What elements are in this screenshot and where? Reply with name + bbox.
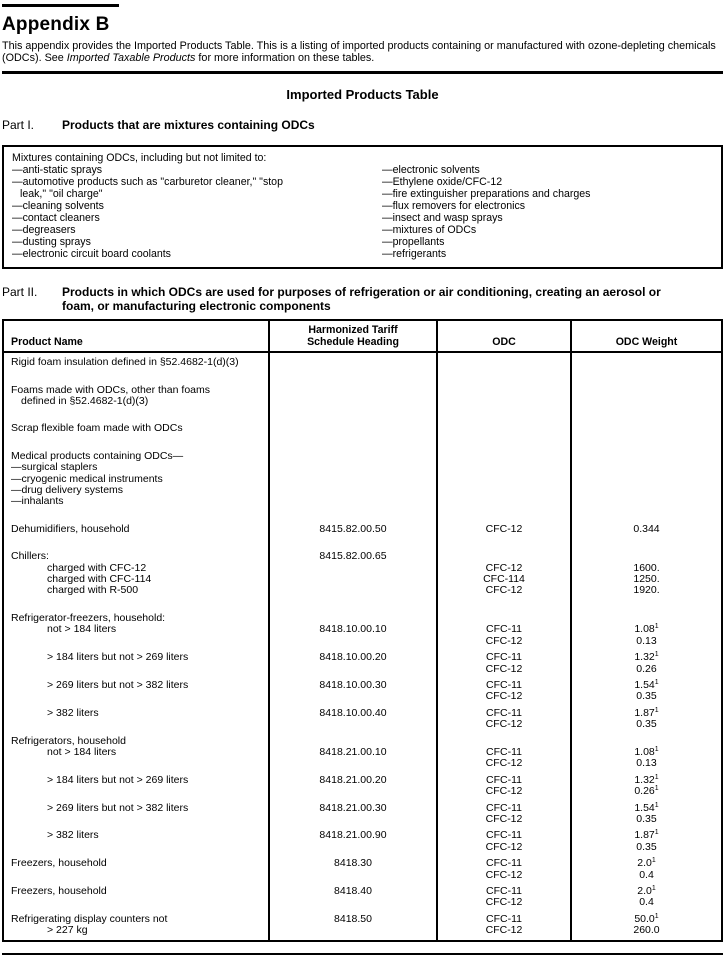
product-line: Scrap flexible foam made with ODCs (11, 422, 183, 435)
tariff-heading-cell (268, 353, 436, 384)
product-line: charged with CFC-12 (47, 561, 147, 574)
product-name-cell (4, 858, 268, 886)
odc-weight-value: 1250. (633, 573, 660, 586)
tariff-heading: 8418.21.00.30 (319, 801, 387, 814)
product-line: Freezers, household (11, 857, 107, 870)
odc-weight-value: $2.0^1$ (637, 857, 656, 870)
tariff-heading: 8418.21.00.90 (319, 829, 387, 842)
product-line: > 184 liters but not > 269 liters (47, 651, 189, 664)
odc-weight-value: 0.35 (636, 690, 657, 703)
column-header-tariff-heading (268, 321, 436, 351)
part2-heading-row (2, 285, 723, 313)
footnote-marker: 1 (651, 885, 656, 892)
product-line: Medical products containing ODCs— (11, 449, 184, 462)
mixtures-box (2, 145, 723, 269)
odc-code: CFC-12 (485, 718, 523, 731)
tariff-heading-cell (268, 803, 436, 831)
column-header-product-name: Product Name (11, 335, 83, 348)
odc-cell (436, 680, 570, 708)
intro-italic-reference: Imported Taxable Products (66, 51, 196, 64)
part2-label: Part II. (2, 285, 38, 300)
odc-weight-value (572, 551, 721, 562)
odc-weight-value: $2.0^1$ (637, 885, 656, 897)
odc-code: CFC-12 (485, 561, 523, 574)
footnote-marker: 1 (651, 857, 656, 865)
part1-heading-row (2, 118, 723, 132)
tariff-heading: 8415.82.00.65 (319, 550, 387, 563)
mixture-item: —refrigerants (382, 248, 447, 261)
footnote-marker: 1 (654, 745, 659, 753)
product-line: Refrigerators, household (11, 734, 126, 747)
odc-cell (436, 353, 570, 384)
odc-weight-cell (570, 886, 721, 914)
tariff-heading-cell (268, 551, 436, 613)
mixtures-left-column (12, 164, 382, 260)
product-line: —inhalants (11, 495, 64, 508)
odc-weight-value: 0.13 (636, 634, 657, 647)
odc-weight-cell (570, 451, 721, 524)
odc-weight-cell (570, 858, 721, 886)
odc-code: CFC-11 (486, 651, 522, 664)
footnote-marker: 1 (654, 912, 659, 920)
product-name-cell (4, 385, 268, 424)
tariff-header-line2: Schedule Heading (307, 335, 399, 348)
odc-weight-cell (570, 613, 721, 652)
mixture-item: —contact cleaners (12, 212, 100, 225)
odc-code: CFC-12 (485, 634, 523, 647)
tariff-heading: 8415.82.00.50 (319, 522, 387, 535)
tariff-heading: 8418.10.00.40 (319, 706, 387, 719)
mixture-item: —fire extinguisher preparations and charges (382, 188, 591, 201)
tariff-heading-cell (268, 652, 436, 680)
part1-heading: Products that are mixtures containing ODCs (62, 118, 315, 133)
odc-cell (436, 708, 570, 736)
odc-code: CFC-12 (485, 690, 523, 703)
product-line: charged with CFC-114 (47, 573, 152, 586)
footnote-marker: 1 (654, 785, 659, 793)
product-line: Refrigerator-freezers, household: (11, 611, 166, 624)
mixture-item: —dusting sprays (12, 236, 91, 249)
odc-cell (436, 736, 570, 775)
footnote-marker: 1 (654, 773, 659, 781)
odc-code: CFC-12 (485, 896, 523, 909)
mixture-item: —propellants (382, 236, 445, 249)
odc-code: CFC-11 (486, 857, 522, 870)
tariff-heading-cell (268, 708, 436, 736)
odc-code: CFC-12 (485, 662, 523, 675)
odc-code: CFC-11 (486, 829, 522, 842)
odc-code: CFC-114 (483, 573, 525, 586)
odc-weight-value: 0.26$^1$ (634, 785, 659, 798)
odc-cell (436, 423, 570, 450)
odc-code: CFC-11 (486, 678, 522, 691)
product-line: —cryogenic medical instruments (11, 472, 163, 485)
product-name-cell (4, 451, 268, 524)
odc-cell (436, 613, 570, 652)
odc-code: CFC-12 (485, 840, 523, 853)
intro-tail: for more information on these tables. (195, 51, 375, 64)
product-line: charged with R-500 (47, 584, 139, 597)
tariff-heading-cell (268, 451, 436, 524)
product-line: > 382 liters (47, 706, 99, 719)
odc-cell (436, 803, 570, 831)
product-line: Foams made with ODCs, other than foams (11, 383, 210, 396)
tariff-heading: 8418.21.00.20 (319, 773, 387, 786)
odc-code: CFC-11 (486, 623, 522, 636)
product-name-cell (4, 652, 268, 680)
product-line: defined in §52.4682-1(d)(3) (21, 395, 149, 407)
tariff-heading: 8418.50 (334, 912, 372, 925)
odc-weight-cell (570, 775, 721, 803)
odc-weight-value: 0.35 (636, 718, 657, 731)
odc-weight-cell (570, 385, 721, 424)
odc-weight-value: 1.54$^1$ (634, 801, 659, 814)
odc-cell (436, 775, 570, 803)
odc-weight-cell (570, 914, 721, 940)
odc-weight-value: 1920. (633, 584, 660, 597)
odc-cell (436, 551, 570, 613)
odc-weight-value: 1.87$^1$ (634, 829, 659, 842)
odc-code (438, 551, 570, 562)
odc-weight-value: 0.35 (636, 812, 657, 825)
odc-weight-value: 0.4 (639, 868, 654, 881)
odc-weight-cell (570, 736, 721, 775)
product-line: > 382 liters (47, 829, 99, 842)
odc-weight-cell (570, 803, 721, 831)
tariff-heading-cell (268, 858, 436, 886)
mixture-item: —automotive products such as "carburetor cleaner," "stop (12, 176, 283, 189)
product-name-cell (4, 886, 268, 914)
footnote-marker: 1 (654, 706, 659, 714)
odc-weight-value: 0.26 (636, 662, 657, 675)
mixture-item: —electronic circuit board coolants (12, 248, 171, 261)
mixture-item: —Ethylene oxide/CFC-12 (382, 176, 503, 189)
odc-weight-value: 260.0 (633, 924, 660, 937)
tariff-heading-cell (268, 736, 436, 775)
odc-weight-value: 0.4 (639, 896, 654, 909)
odc-weight-cell (570, 680, 721, 708)
odc-weight-cell (570, 652, 721, 680)
odc-weight-value: 1.32$^1$ (634, 651, 659, 664)
odc-weight-value: 0.344 (633, 522, 660, 535)
odc-code: CFC-11 (486, 801, 522, 814)
page-bottom-rule (2, 953, 723, 955)
odc-weight-value: 1.32$^1$ (634, 773, 659, 786)
odc-weight-value: 1.08$^1$ (634, 623, 659, 636)
footnote-marker: 1 (654, 651, 659, 659)
part1-label: Part I. (2, 118, 35, 133)
product-line: not > 184 liters (47, 745, 117, 758)
table-header-row (4, 321, 721, 353)
product-line: Dehumidifiers, household (11, 522, 130, 535)
top-rule (2, 4, 119, 7)
odc-cell (436, 858, 570, 886)
part2-heading: Products in which ODCs are used for purposes of refrigeration or air conditioning, creating an aerosol or foam, or manufacturing electronic components (62, 285, 661, 314)
product-line: > 184 liters but not > 269 liters (47, 773, 189, 786)
odc-code: CFC-12 (485, 868, 523, 881)
table-body (4, 353, 721, 939)
footnote-marker: 1 (654, 801, 659, 809)
mixture-item: —mixtures of ODCs (382, 224, 477, 237)
odc-code: CFC-11 (486, 773, 522, 786)
product-line: > 269 liters but not > 382 liters (47, 801, 189, 814)
odc-cell (436, 830, 570, 858)
odc-code: CFC-11 (486, 745, 522, 758)
tariff-heading-cell (268, 613, 436, 652)
odc-weight-value: 1.87$^1$ (634, 706, 659, 719)
tariff-heading: 8418.10.00.30 (319, 678, 387, 691)
odc-code: CFC-12 (485, 522, 523, 535)
odc-code: CFC-12 (485, 785, 523, 798)
mixture-item: —anti-static sprays (12, 164, 103, 177)
odc-cell (436, 886, 570, 914)
odc-weight-cell (570, 353, 721, 384)
odc-code: CFC-11 (486, 706, 522, 719)
product-name-cell (4, 803, 268, 831)
odc-code: CFC-12 (485, 924, 523, 937)
mixture-item: —cleaning solvents (12, 200, 104, 213)
mixture-item: —insect and wasp sprays (382, 212, 503, 225)
odc-weight-cell (570, 423, 721, 450)
product-line: Rigid foam insulation defined in §52.4682-1(d)(3) (11, 356, 239, 369)
product-name-cell (4, 830, 268, 858)
tariff-heading: 8418.30 (334, 857, 372, 870)
mixtures-box-intro: Mixtures containing ODCs, including but not limited to: (12, 152, 267, 165)
odc-cell (436, 652, 570, 680)
intro-paragraph (2, 41, 723, 64)
product-name-cell (4, 353, 268, 384)
product-line: —surgical staplers (11, 461, 98, 474)
product-line: —drug delivery systems (11, 484, 124, 497)
product-name-cell (4, 736, 268, 775)
tariff-heading-cell (268, 423, 436, 450)
odc-weight-cell (570, 830, 721, 858)
mixture-item: —flux removers for electronics (382, 200, 526, 213)
odc-code: CFC-12 (485, 584, 523, 597)
mixture-item: —degreasers (12, 224, 76, 237)
footnote-marker: 1 (654, 623, 659, 631)
odc-cell (436, 524, 570, 551)
odc-weight-cell (570, 708, 721, 736)
product-line: Refrigerating display counters not (11, 912, 168, 925)
odc-code: CFC-11 (486, 912, 522, 925)
imported-products-table (2, 319, 723, 941)
product-name-cell (4, 551, 268, 613)
tariff-heading-cell (268, 775, 436, 803)
product-line: > 269 liters but not > 382 liters (47, 678, 189, 691)
tariff-heading-cell (268, 886, 436, 914)
odc-code: CFC-12 (485, 757, 523, 770)
column-header-odc-weight: ODC Weight (570, 321, 721, 351)
product-name-cell (4, 914, 268, 940)
odc-weight-value: 1.54$^1$ (634, 678, 659, 691)
product-line: Freezers, household (11, 885, 107, 897)
tariff-heading-cell (268, 914, 436, 940)
tariff-heading-cell (268, 524, 436, 551)
footnote-marker: 1 (654, 678, 659, 686)
odc-weight-value: 50.0$^1$ (634, 912, 659, 925)
product-name-cell (4, 524, 268, 551)
footnote-marker: 1 (654, 829, 659, 837)
tariff-heading-cell (268, 680, 436, 708)
table-title: Imported Products Table (286, 87, 439, 103)
mixture-item: —electronic solvents (382, 164, 480, 177)
page-title: Appendix B (2, 14, 110, 35)
odc-weight-value: 1600. (633, 561, 660, 574)
product-name-cell (4, 680, 268, 708)
odc-weight-value: 0.35 (636, 840, 657, 853)
mixtures-right-column (382, 164, 713, 260)
odc-code: CFC-12 (485, 812, 523, 825)
tariff-heading-cell (268, 830, 436, 858)
product-name-cell (4, 775, 268, 803)
tariff-heading: 8418.10.00.20 (319, 651, 387, 664)
odc-weight-cell (570, 551, 721, 613)
odc-cell (436, 914, 570, 940)
product-line: > 227 kg (47, 924, 88, 937)
product-name-cell (4, 613, 268, 652)
odc-code: CFC-11 (486, 885, 522, 897)
product-name-cell (4, 708, 268, 736)
tariff-heading: 8418.10.00.10 (319, 623, 387, 636)
header-divider-rule (2, 71, 723, 74)
intro-text: This appendix provides the Imported Products Table. This is a listing of imported products containing or manufactured with ozone-depleting chemicals (ODCs). See (2, 40, 716, 64)
product-line: Chillers: (11, 550, 49, 563)
tariff-heading: 8418.40 (334, 885, 372, 897)
product-name-cell (4, 423, 268, 450)
tariff-heading-cell (268, 385, 436, 424)
odc-cell (436, 451, 570, 524)
odc-weight-value: 1.08$^1$ (634, 745, 659, 758)
tariff-heading: 8418.21.00.10 (319, 745, 387, 758)
odc-weight-cell (570, 524, 721, 551)
odc-weight-value: 0.13 (636, 757, 657, 770)
mixtures-columns (12, 164, 713, 260)
tariff-header-line1: Harmonized Tariff (308, 324, 398, 337)
column-header-odc: ODC (436, 321, 570, 351)
product-line: not > 184 liters (47, 623, 117, 636)
odc-cell (436, 385, 570, 424)
mixture-item: leak," "oil charge" (20, 188, 103, 201)
